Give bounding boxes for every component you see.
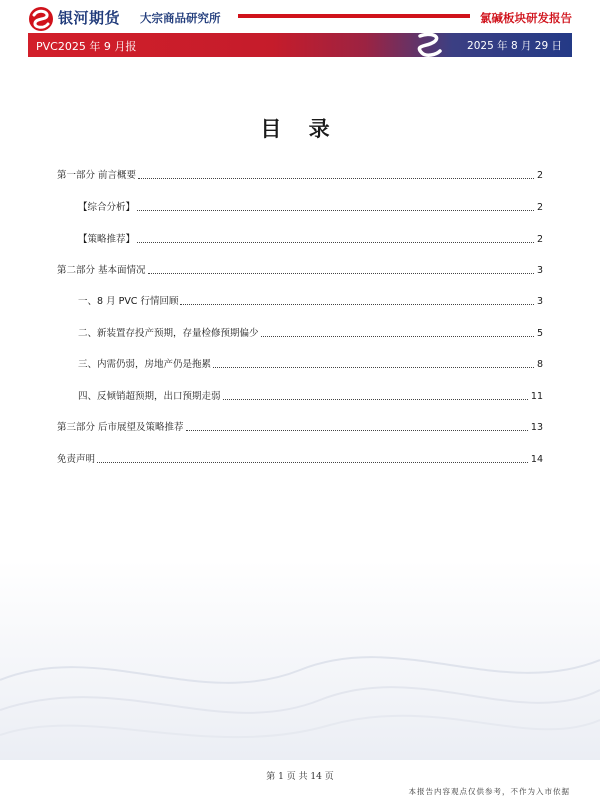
- footer-disclaimer: 本报告内容观点仅供参考，不作为入市依据: [408, 787, 570, 796]
- report-date: 2025 年 8 月 29 日: [467, 40, 562, 52]
- toc-entry-label: 三、内需仍弱，房地产仍是拖累: [78, 359, 212, 370]
- toc-leader-dots: [261, 336, 534, 337]
- toc-entry-page: 11: [530, 391, 543, 402]
- toc-entry-page: 3: [536, 296, 543, 307]
- toc-leader-dots: [180, 304, 533, 305]
- toc-leader-dots: [148, 273, 534, 274]
- toc-leader-dots: [137, 210, 534, 211]
- banner-swirl-icon: [398, 33, 458, 57]
- page-counter: 第 1 页 共 14 页: [266, 772, 334, 782]
- toc-entry-page: 14: [530, 454, 543, 465]
- toc-entry-label: 【策略推荐】: [78, 234, 136, 245]
- toc-entry-label: 二、新装置存投产预期，存量检修预期偏少: [78, 328, 259, 339]
- toc-entry-page: 3: [536, 265, 543, 276]
- toc-entry-label: 第二部分 基本面情况: [57, 265, 146, 276]
- toc-leader-dots: [138, 178, 534, 179]
- toc-entry-label: 第三部分 后市展望及策略推荐: [57, 422, 184, 433]
- toc-entry-label: 第一部分 前言概要: [57, 170, 137, 181]
- toc-entry-label: 【综合分析】: [78, 202, 136, 213]
- toc-entry-page: 2: [536, 234, 543, 245]
- toc-entry-label: 四、反倾销超预期，出口预期走弱: [78, 391, 221, 402]
- toc-entry[interactable]: [78, 357, 543, 371]
- toc-heading: 目 录: [260, 117, 340, 141]
- report-series-title: 氯碱板块研发报告: [480, 11, 572, 25]
- background-wave-pattern: [0, 560, 600, 760]
- toc-entry-label: 一、8 月 PVC 行情回顾: [78, 296, 179, 307]
- toc-entry[interactable]: [57, 420, 543, 434]
- report-title: PVC2025 年 9 月报: [36, 40, 137, 53]
- toc-entry[interactable]: [78, 294, 543, 308]
- toc-entry[interactable]: [78, 389, 543, 403]
- toc-entry-page: 2: [536, 202, 543, 213]
- title-banner: [28, 33, 572, 57]
- institute-name: 大宗商品研究所: [140, 11, 221, 25]
- header-divider: [238, 14, 470, 18]
- toc-entry-page: 5: [536, 328, 543, 339]
- toc-entry-page: 13: [530, 422, 543, 433]
- toc-entry[interactable]: [57, 452, 543, 466]
- toc-leader-dots: [223, 399, 528, 400]
- toc-leader-dots: [137, 242, 534, 243]
- toc-entry[interactable]: [57, 263, 543, 277]
- toc-leader-dots: [186, 430, 528, 431]
- toc-entry-page: 8: [536, 359, 543, 370]
- brand-name: 银河期货: [58, 9, 121, 27]
- toc-entry[interactable]: [78, 232, 543, 246]
- galaxy-logo-icon: [28, 6, 54, 32]
- toc-leader-dots: [97, 462, 528, 463]
- toc-entry-page: 2: [536, 170, 543, 181]
- toc-entry[interactable]: [78, 326, 543, 340]
- toc-entry-label: 免责声明: [57, 454, 96, 465]
- toc-entry[interactable]: [78, 200, 543, 214]
- toc-entry[interactable]: [57, 168, 543, 182]
- toc-leader-dots: [213, 367, 534, 368]
